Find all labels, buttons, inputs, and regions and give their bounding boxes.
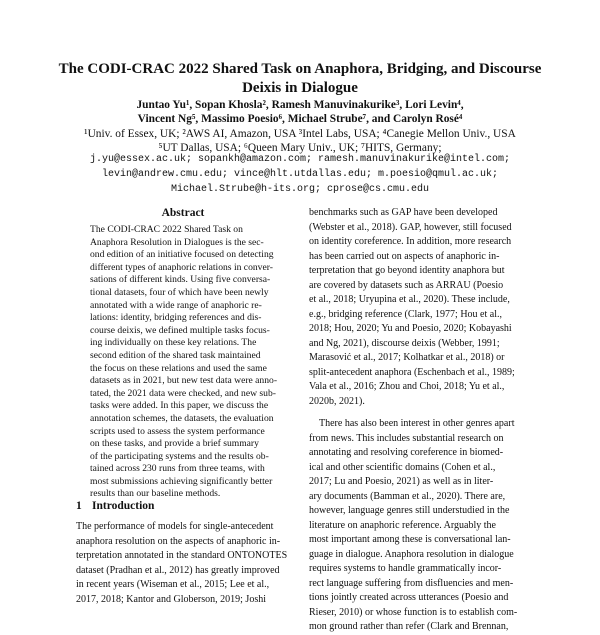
author-block (40, 98, 560, 156)
intro-line: in recent years (Wiseman et al., 2015; Lee et al., (76, 579, 270, 590)
abstract-heading: Abstract (161, 207, 205, 219)
abstract-line: second edition of the shared task maintained (90, 349, 261, 361)
body-line: et al., 2018; Uryupina et al., 2020). These include, (309, 294, 510, 305)
body-line: split-antecedent anaphora (Eschenbach et al., 1989; (309, 366, 515, 378)
author-line: Vincent Ng⁵, Massimo Poesio⁶, Michael Strube⁷, and Carolyn Rosé⁴ (137, 113, 463, 126)
affiliation-line: ⁵UT Dallas, USA; ⁶Queen Mary Univ., UK; ⁷HITS, Germany; (158, 142, 442, 155)
right-paragraph-2 (309, 417, 528, 635)
abstract-line: The CODI-CRAC 2022 Shared Task on (90, 224, 243, 235)
body-line: however, language genres still understudied in the (309, 505, 510, 516)
body-line: 2018; Hou, 2020; Yu and Poesio, 2020; Kobayashi (309, 323, 512, 334)
abstract-line: ing individually on these key relations. The (90, 337, 257, 349)
body-line: ary documents (Bamman et al., 2020). There are, (309, 490, 506, 502)
paper-title (40, 60, 560, 98)
abstract-line: the focus on these relations and used the same (90, 362, 267, 374)
section-title: Introduction (92, 500, 155, 512)
intro-line: anaphora resolution on the aspects of anaphoric in- (76, 535, 281, 547)
email-line: j.yu@essex.ac.uk; sopankh@amazon.com; ramesh.manuvinakurike@intel.com; (89, 154, 511, 165)
body-line: There has also been interest in other genres apart (319, 418, 515, 429)
abstract-line: Anaphora Resolution in Dialogues is the sec- (90, 236, 264, 248)
abstract-line: datasets as in 2021, but new test data were anno- (90, 375, 278, 387)
abstract-line: course deixis, we defined multiple tasks focus- (90, 324, 270, 336)
intro-line: The performance of models for single-antecedent (76, 521, 274, 532)
email-line: levin@andrew.cmu.edu; vince@hlt.utdallas.edu; m.poesio@qmul.ac.uk; (101, 169, 499, 180)
section-number: 1 (76, 500, 82, 512)
body-line: literature on anaphoric reference. Arguably the (309, 519, 496, 531)
body-line: terpretation that go beyond identity anaphora but (309, 265, 505, 276)
email-line: Michael.Strube@h-its.org; cprose@cs.cmu.edu (170, 184, 430, 195)
intro-line: 2017, 2018; Kantor and Globerson, 2019; Joshi (76, 593, 266, 605)
abstract-line: annotation schemes, the datasets, the evaluation (90, 412, 274, 424)
abstract-line: different types of anaphoric relations in conver- (90, 261, 273, 273)
abstract-line: tated, the 2021 data were checked, and new sub- (90, 387, 276, 399)
body-line: 2017; Lu and Poesio, 2021) as well as in liter- (309, 476, 494, 487)
body-line: requires systems to handle grammatically incor- (309, 563, 502, 574)
abstract-line: annotated with a wide range of anaphoric re- (90, 299, 262, 311)
abstract-line: scripts used to assess the system performance (90, 425, 265, 437)
body-line: annotating and resolving coreference in biomed- (309, 447, 504, 458)
body-line: guage in dialogue. Anaphora resolution in dialogue (309, 548, 514, 560)
body-line: on identity coreference. In addition, more research (309, 236, 512, 247)
intro-line: terpretation annotated in the standard ONTONOTES (76, 550, 288, 561)
body-line: Marasović et al., 2017; Kolhatkar et al., 2018) or (309, 352, 505, 363)
body-line: has been carried out on aspects of anaphoric in- (309, 250, 500, 262)
abstract-line: lations: identity, bridging references and dis- (90, 312, 262, 324)
introduction-body (76, 520, 291, 607)
body-line: most important among these is conversational lan- (309, 534, 511, 545)
body-line: (Webster et al., 2018). GAP, however, still focused (309, 221, 512, 233)
abstract-line: most submissions achieving significantly better (90, 475, 273, 487)
abstract-line: sations of different kinds. Using five conversa- (90, 274, 271, 286)
abstract-line: ond edition of an initiative focused on detecting (90, 249, 274, 261)
affiliation-line: ¹Univ. of Essex, UK; ²AWS AI, Amazon, USA ³Intel Labs, USA; ⁴Canegie Mellon Univ., USA (84, 127, 516, 140)
body-line: mon ground rather than refer (Clark and Brennan, (309, 621, 509, 632)
body-line: Vala et al., 2016; Zhou and Choi, 2018; Yu et al., (309, 381, 505, 392)
abstract-line: tained across 230 runs from three teams, with (90, 463, 265, 475)
body-line: e.g., bridging reference (Clark, 1977; Hou et al., (309, 308, 502, 320)
abstract-body (90, 224, 278, 501)
body-line: Rieser, 2010) or whose function is to establish com- (309, 606, 518, 618)
right-paragraph-1 (309, 206, 528, 409)
title-line: The CODI-CRAC 2022 Shared Task on Anaphora, Bridging, and Discourse (58, 61, 542, 77)
intro-line: dataset (Pradhan et al., 2012) has greatly improved (76, 564, 280, 576)
body-line: rect language suffering from disfluencies and men- (309, 577, 514, 589)
body-line: are covered by datasets such as ARRAU (Poesio (309, 279, 504, 291)
abstract-line: of the participating systems and the results ob- (90, 450, 269, 462)
right-column (309, 206, 528, 635)
body-line: 2020b, 2021). (309, 395, 365, 407)
body-line: and Ng, 2021), discourse deixis (Webber, 1991; (309, 337, 500, 349)
section-heading-introduction (76, 500, 154, 512)
author-line: Juntao Yu¹, Sopan Khosla², Ramesh Manuvinakurike³, Lori Levin⁴, (136, 99, 464, 111)
abstract-line: tional datasets, four of which have been newly (90, 286, 269, 298)
email-block (20, 152, 580, 197)
title-line: Deixis in Dialogue (242, 80, 358, 96)
body-line: from news. This includes substantial research on (309, 432, 504, 444)
abstract-line: results than our baseline methods. (90, 488, 221, 500)
abstract-line: on these tasks, and provide a brief summary (90, 438, 259, 450)
body-line: ical and other scientific domains (Cohen et al., (309, 461, 496, 473)
abstract-line: tasks were added. In this paper, we discuss the (90, 400, 269, 412)
body-line: tions jointly created across utterances (Poesio and (309, 592, 509, 603)
body-line: benchmarks such as GAP have been developed (309, 207, 498, 218)
